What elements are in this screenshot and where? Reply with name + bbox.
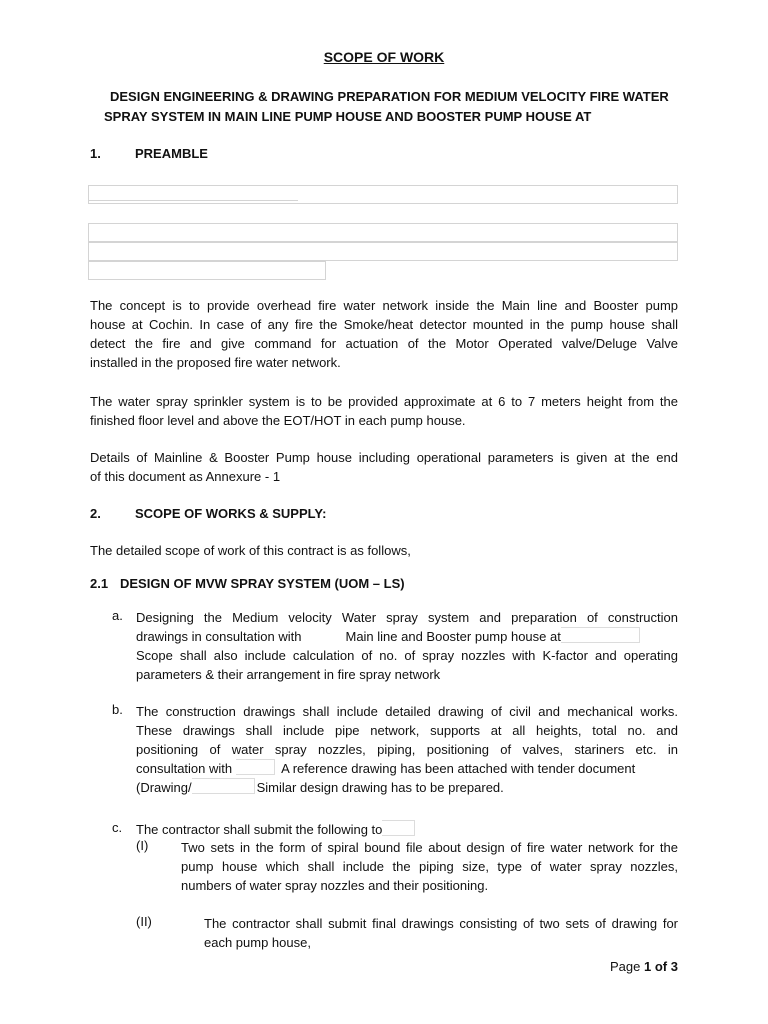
text-line: The water spray sprinkler system is to be provided approximate at 6 to 7 meters height from the <box>90 394 678 409</box>
redacted-gap <box>236 759 275 775</box>
text-line: parameters & their arrangement in fire spray network <box>136 667 441 682</box>
section-2-intro: The detailed scope of work of this contract is as follows, <box>90 543 411 558</box>
sub-marker-ii: (II) <box>136 914 152 929</box>
text-fragment: drawings in consultation with <box>136 629 302 644</box>
list-marker-c: c. <box>112 820 123 835</box>
section-1-title: PREAMBLE <box>135 146 208 161</box>
redacted-block <box>88 242 678 261</box>
subsection-2-1-title: DESIGN OF MVW SPRAY SYSTEM (UOM – LS) <box>120 576 405 591</box>
page-total: 3 <box>670 959 678 974</box>
text-fragment: A reference drawing has been attached with tender document <box>281 761 636 776</box>
text-line: numbers of water spray nozzles and their positioning. <box>181 878 489 893</box>
text-line: positioning of water spray nozzles, piping, positioning of valves, stariners etc. in <box>136 742 678 757</box>
text-line: finished floor level and above the EOT/HOT in each pump house. <box>90 413 466 428</box>
text-line: Details of Mainline & Booster Pump house including operational parameters is given at the end <box>90 450 678 465</box>
preamble-paragraph-1 <box>90 296 678 372</box>
redacted-gap <box>382 820 415 836</box>
subtitle-line-2: SPRAY SYSTEM IN MAIN LINE PUMP HOUSE AND BOOSTER PUMP HOUSE AT <box>104 109 592 124</box>
text-line: The concept is to provide overhead fire water network inside the Main line and Booster pump <box>90 298 678 313</box>
text-fragment: The contractor shall submit the following to <box>136 822 383 837</box>
list-marker-b: b. <box>112 702 123 717</box>
section-1-number: 1. <box>90 146 101 161</box>
text-fragment: (Drawing/ <box>136 780 192 795</box>
text-line <box>136 627 678 646</box>
text-fragment: Main line and Booster pump house at <box>345 629 561 644</box>
list-item-a <box>136 608 678 684</box>
text-line: The contractor shall submit final drawings consisting of two sets of drawing for <box>204 916 678 931</box>
text-line: Two sets in the form of spiral bound file about design of fire water network for the <box>181 840 678 855</box>
sub-item-ii <box>204 914 678 952</box>
redacted-block <box>88 185 678 204</box>
page-of: of <box>654 959 668 974</box>
text-line: installed in the proposed fire water network. <box>90 355 341 370</box>
text-fragment: consultation with <box>136 761 233 776</box>
page-label: Page <box>610 959 641 974</box>
list-marker-a: a. <box>112 608 123 623</box>
redacted-divider <box>88 200 298 201</box>
redacted-gap <box>561 627 640 643</box>
section-2-number: 2. <box>90 506 101 521</box>
section-2-title: SCOPE OF WORKS & SUPPLY: <box>135 506 327 521</box>
text-line: Scope shall also include calculation of no. of spray nozzles with K-factor and operating <box>136 648 678 663</box>
text-line: Designing the Medium velocity Water spray system and preparation of construction <box>136 610 678 625</box>
redacted-gap <box>192 778 255 794</box>
subtitle-line-1: DESIGN ENGINEERING & DRAWING PREPARATION FOR MEDIUM VELOCITY FIRE WATER <box>110 89 669 104</box>
text-line <box>136 759 678 778</box>
text-line: each pump house, <box>204 935 311 950</box>
text-line: of this document as Annexure - 1 <box>90 469 281 484</box>
page-title: SCOPE OF WORK <box>323 49 445 65</box>
text-line <box>136 778 678 797</box>
sub-item-i <box>181 838 678 895</box>
text-line: detect the fire and give command for actuation of the Motor Operated valve/Deluge Valve <box>90 336 678 351</box>
subsection-2-1-number: 2.1 <box>90 576 109 591</box>
preamble-paragraph-2 <box>90 392 678 430</box>
text-line: These drawings shall include pipe network, supports at all heights, total no. and <box>136 723 678 738</box>
sub-marker-i: (I) <box>136 838 149 853</box>
preamble-paragraph-3 <box>90 448 678 486</box>
text-line: house at Cochin. In case of any fire the Smoke/heat detector mounted in the pump house shall <box>90 317 678 332</box>
redacted-block <box>88 223 678 242</box>
text-fragment: Similar design drawing has to be prepared. <box>256 780 504 795</box>
page-number <box>610 959 678 974</box>
redacted-block <box>88 261 326 280</box>
page-current: 1 <box>644 959 652 974</box>
list-item-c <box>136 820 415 837</box>
text-line: pump house which shall include the piping size, type of water spray nozzles, <box>181 859 678 874</box>
text-line: The construction drawings shall include detailed drawing of civil and mechanical works. <box>136 704 678 719</box>
list-item-b <box>136 702 678 797</box>
